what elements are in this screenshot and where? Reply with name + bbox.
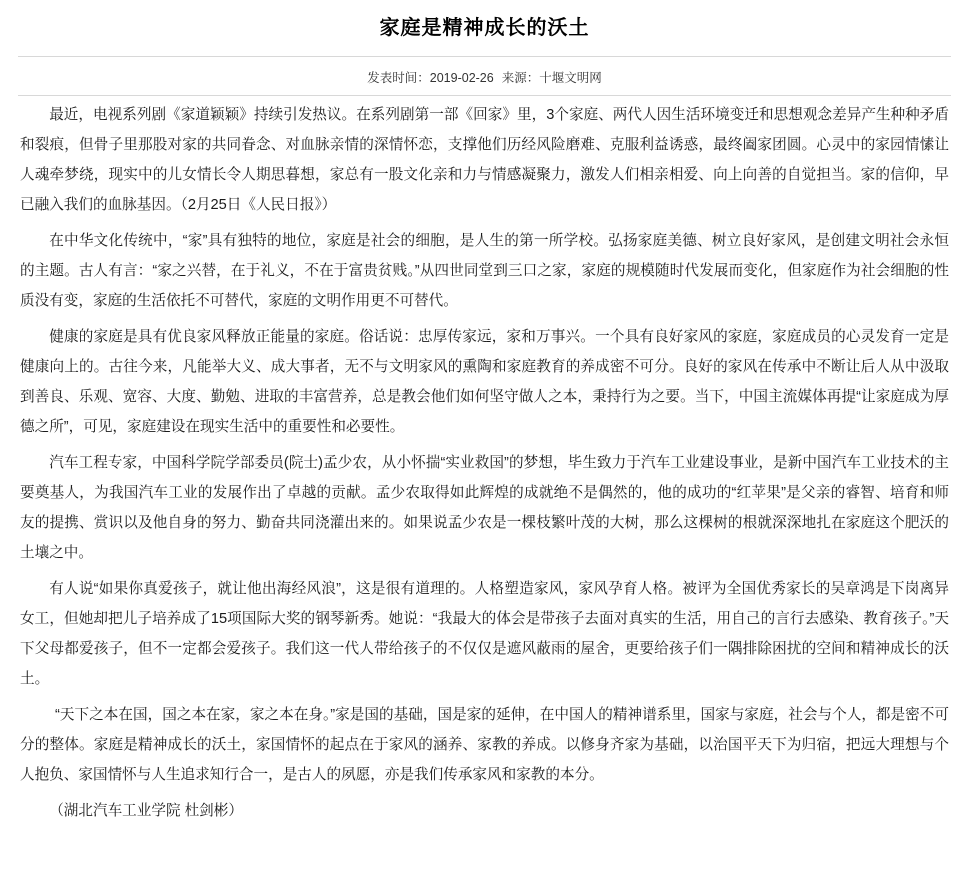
source-label: 来源： [501,71,540,85]
article-signature: （湖北汽车工业学院 杜剑彬） [49,803,243,819]
article-meta [18,69,951,87]
paragraph: 有人说“如果你真爱孩子，就让他出海经风浪”，这是很有道理的。人格塑造家风，家风孕育人格。被评为全国优秀家长的吴章鸿是下岗离异女工，但她却把儿子培养成了15项国际大奖的钢琴新秀。她说：“我最大的体会是带孩子去面对真实的生活，用自己的言行去感染、教育孩子。”天下父母都爱孩子，但不一定都会爱孩子。我们这一代人带给孩子的不仅仅是遮风蔽雨的屋舍，更要给孩子们一隅排除困扰的空间和精神成长的沃土。 [20,581,949,687]
article-page [0,14,969,872]
paragraph: 在中华文化传统中，“家”具有独特的地位，家庭是社会的细胞，是人生的第一所学校。弘扬家庭美德、树立良好家风，是创建文明社会永恒的主题。古人有言：“家之兴替，在于礼义，不在于富贵贫贱。”从四世同堂到三口之家，家庭的规模随时代发展而变化，但家庭作为社会细胞的性质没有变，家庭的生活依托不可替代，家庭的文明作用更不可替代。 [20,233,949,309]
paragraph: 最近，电视系列剧《家道颖颖》持续引发热议。在系列剧第一部《回家》里，3个家庭、两代人因生活环境变迁和思想观念差异产生种种矛盾和裂痕，但骨子里那股对家的共同眷念、对血脉亲情的深情怀恋，支撑他们历经风险磨难、克服利益诱惑，最终阖家团圆。心灵中的家园情愫让人魂牵梦绕，现实中的儿女情长令人期思暮想，家总有一股文化亲和力与情感凝聚力，激发人们相亲相爱、向上向善的自觉担当。家的信仰，早已融入我们的血脉基因。（2月25日《人民日报》） [20,107,949,213]
source-name: 十堰文明网 [539,71,602,85]
paragraph: “天下之本在国，国之本在家，家之本在身。”家是国的基础，国是家的延伸，在中国人的精神谱系里，国家与家庭，社会与个人，都是密不可分的整体。家庭是精神成长的沃土，家国情怀的起点在于家风的涵养、家教的养成。以修身齐家为基础，以治国平天下为归宿，把远大理想与个人抱负、家国情怀与人生追求知行合一，是古人的夙愿，亦是我们传承家风和家教的本分。 [20,707,949,783]
paragraph: 汽车工程专家，中国科学院学部委员(院士)孟少农，从小怀揣“实业救国”的梦想，毕生致力于汽车工业建设事业，是新中国汽车工业技术的主要奠基人，为我国汽车工业的发展作出了卓越的贡献。孟少农取得如此辉煌的成就绝不是偶然的，他的成功的“红苹果”是父亲的睿智、培育和师友的提携、赏识以及他自身的努力、勤奋共同浇灌出来的。如果说孟少农是一棵枝繁叶茂的大树，那么这棵树的根就深深地扎在家庭这个肥沃的土壤之中。 [20,455,949,561]
publish-time-label: 发表时间： [367,71,430,85]
publish-date: 2019-02-26 [429,71,494,85]
title-divider [18,56,951,57]
paragraph: 健康的家庭是具有优良家风释放正能量的家庭。俗话说：忠厚传家远，家和万事兴。一个具有良好家风的家庭，家庭成员的心灵发育一定是健康向上的。古往今来，凡能举大义、成大事者，无不与文明家风的熏陶和家庭教育的养成密不可分。良好的家风在传承中不断让后人从中汲取到善良、乐观、宽容、大度、勤勉、进取的丰富营养，总是教会他们如何坚守做人之本，秉持行为之要。当下，中国主流媒体再提“让家庭成为厚德之所”，可见，家庭建设在现实生活中的重要性和必要性。 [20,329,949,435]
page-title: 家庭是精神成长的沃土 [379,17,590,39]
article-body [18,96,951,826]
